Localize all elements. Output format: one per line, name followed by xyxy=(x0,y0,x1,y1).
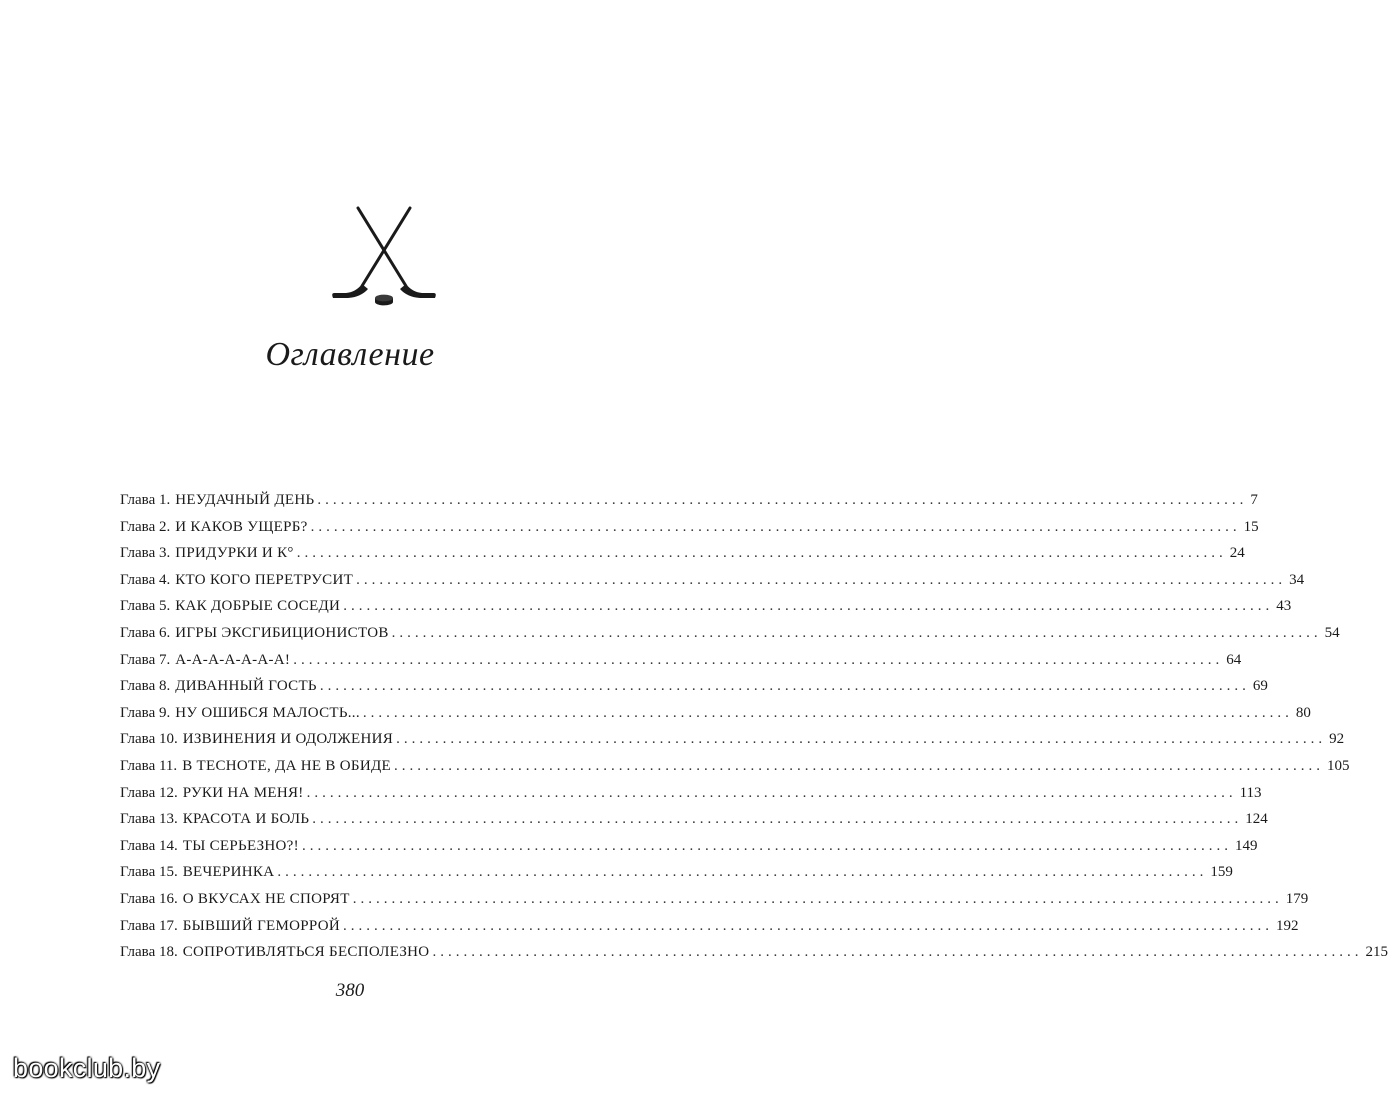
chapter-page: 149 xyxy=(1234,837,1258,854)
chapter-number: Глава 10. xyxy=(120,731,178,748)
chapter-title: НЕУДАЧНЫЙ ДЕНЬ xyxy=(175,492,315,508)
dot-leader: ........................................................................................................................ xyxy=(396,731,1327,748)
chapter-page: 54 xyxy=(1324,624,1340,641)
dot-leader: ........................................................................................................................ xyxy=(293,651,1224,668)
chapter-title: ИЗВИНЕНИЯ И ОДОЛЖЕНИЯ xyxy=(182,731,394,748)
toc-entry xyxy=(120,913,1299,940)
toc-entry xyxy=(120,514,1259,541)
chapter-page: 15 xyxy=(1243,518,1259,535)
chapter-page: 80 xyxy=(1295,704,1311,721)
dot-leader: ........................................................................................................................ xyxy=(432,944,1363,961)
toc-entry xyxy=(120,833,1258,860)
chapter-title: НУ ОШИБСЯ МАЛОСТЬ... xyxy=(175,704,360,721)
chapter-title: В ТЕСНОТЕ, ДА НЕ В ОБИДЕ xyxy=(182,757,391,774)
chapter-page: 7 xyxy=(1250,492,1258,508)
dot-leader: ........................................................................................................................ xyxy=(317,492,1248,508)
chapter-title: И КАКОВ УЩЕРБ? xyxy=(175,518,308,535)
chapter-page: 64 xyxy=(1226,651,1242,668)
toc-entry xyxy=(120,939,1388,966)
toc-entry xyxy=(120,620,1340,647)
dot-leader: ........................................................................................................................ xyxy=(393,757,1324,774)
toc-entry xyxy=(120,753,1350,780)
chapter-title: БЫВШИЙ ГЕМОРРОЙ xyxy=(182,917,341,934)
page-number: 380 xyxy=(335,980,365,1001)
toc-entry xyxy=(120,647,1242,674)
chapter-page: 92 xyxy=(1329,731,1345,748)
chapter-page: 215 xyxy=(1365,944,1388,961)
watermark: bookclub.by xyxy=(13,1053,161,1083)
chapter-number: Глава 7. xyxy=(120,651,171,668)
toc-entry xyxy=(120,700,1311,727)
chapter-title: А-А-А-А-А-А-А! xyxy=(175,651,291,668)
chapter-page: 105 xyxy=(1326,757,1350,774)
dot-leader: ........................................................................................................................ xyxy=(312,811,1243,828)
toc-entry xyxy=(120,567,1305,594)
chapter-title: КТО КОГО ПЕРЕТРУСИТ xyxy=(175,571,354,588)
dot-leader: ........................................................................................................................ xyxy=(352,890,1283,907)
chapter-page: 124 xyxy=(1245,811,1268,828)
crossed-hockey-sticks-icon xyxy=(328,200,440,312)
toc-entry xyxy=(120,780,1262,807)
chapter-number: Глава 17. xyxy=(120,917,178,934)
chapter-number: Глава 1. xyxy=(120,492,171,508)
chapter-title: ДИВАННЫЙ ГОСТЬ xyxy=(175,678,317,695)
dot-leader: ........................................................................................................................ xyxy=(277,864,1208,881)
table-of-contents xyxy=(120,487,1388,966)
chapter-title: КРАСОТА И БОЛЬ xyxy=(182,811,310,828)
chapter-number: Глава 2. xyxy=(120,518,171,535)
dot-leader: ........................................................................................................................ xyxy=(391,624,1322,641)
chapter-number: Глава 12. xyxy=(120,784,178,801)
dot-leader: ........................................................................................................................ xyxy=(310,518,1241,535)
chapter-number: Глава 6. xyxy=(120,624,171,641)
chapter-title: РУКИ НА МЕНЯ! xyxy=(182,784,304,801)
chapter-number: Глава 15. xyxy=(120,864,178,881)
toc-entry xyxy=(120,886,1309,913)
chapter-title: ТЫ СЕРЬЕЗНО?! xyxy=(182,837,299,854)
toc-entry xyxy=(120,593,1292,620)
toc-title: Оглавление xyxy=(265,336,435,373)
dot-leader: ........................................................................................................................ xyxy=(301,837,1232,854)
chapter-title: О ВКУСАХ НЕ СПОРЯТ xyxy=(182,890,350,907)
chapter-number: Глава 11. xyxy=(120,757,178,774)
chapter-page: 179 xyxy=(1285,890,1309,907)
toc-entry xyxy=(120,859,1233,886)
chapter-number: Глава 4. xyxy=(120,571,171,588)
toc-entry xyxy=(120,726,1345,753)
toc-entry xyxy=(120,540,1245,567)
chapter-title: ИГРЫ ЭКСГИБИЦИОНИСТОВ xyxy=(175,624,389,641)
dot-leader: ........................................................................................................................ xyxy=(343,917,1274,934)
toc-entry xyxy=(120,673,1268,700)
chapter-page: 192 xyxy=(1276,917,1299,934)
chapter-page: 113 xyxy=(1239,784,1262,801)
chapter-number: Глава 9. xyxy=(120,704,171,721)
chapter-page: 43 xyxy=(1276,598,1292,615)
chapter-page: 159 xyxy=(1210,864,1233,881)
chapter-number: Глава 8. xyxy=(120,678,171,695)
chapter-page: 69 xyxy=(1252,678,1268,695)
chapter-page: 24 xyxy=(1229,545,1245,562)
dot-leader: ........................................................................................................................ xyxy=(296,545,1227,562)
dot-leader: ........................................................................................................................ xyxy=(362,704,1293,721)
dot-leader: ........................................................................................................................ xyxy=(356,571,1287,588)
dot-leader: ........................................................................................................................ xyxy=(306,784,1237,801)
toc-entry xyxy=(120,487,1258,514)
chapter-page: 34 xyxy=(1289,571,1305,588)
dot-leader: ........................................................................................................................ xyxy=(319,678,1250,695)
chapter-number: Глава 16. xyxy=(120,890,178,907)
chapter-number: Глава 3. xyxy=(120,545,171,562)
toc-entry xyxy=(120,806,1268,833)
chapter-title: КАК ДОБРЫЕ СОСЕДИ xyxy=(175,598,341,615)
chapter-number: Глава 18. xyxy=(120,944,178,961)
dot-leader: ........................................................................................................................ xyxy=(343,598,1274,615)
chapter-title: СОПРОТИВЛЯТЬСЯ БЕСПОЛЕЗНО xyxy=(182,944,430,961)
chapter-number: Глава 14. xyxy=(120,837,178,854)
chapter-title: ПРИДУРКИ И К° xyxy=(175,545,294,562)
chapter-number: Глава 13. xyxy=(120,811,178,828)
chapter-number: Глава 5. xyxy=(120,598,171,615)
chapter-title: ВЕЧЕРИНКА xyxy=(182,864,275,881)
